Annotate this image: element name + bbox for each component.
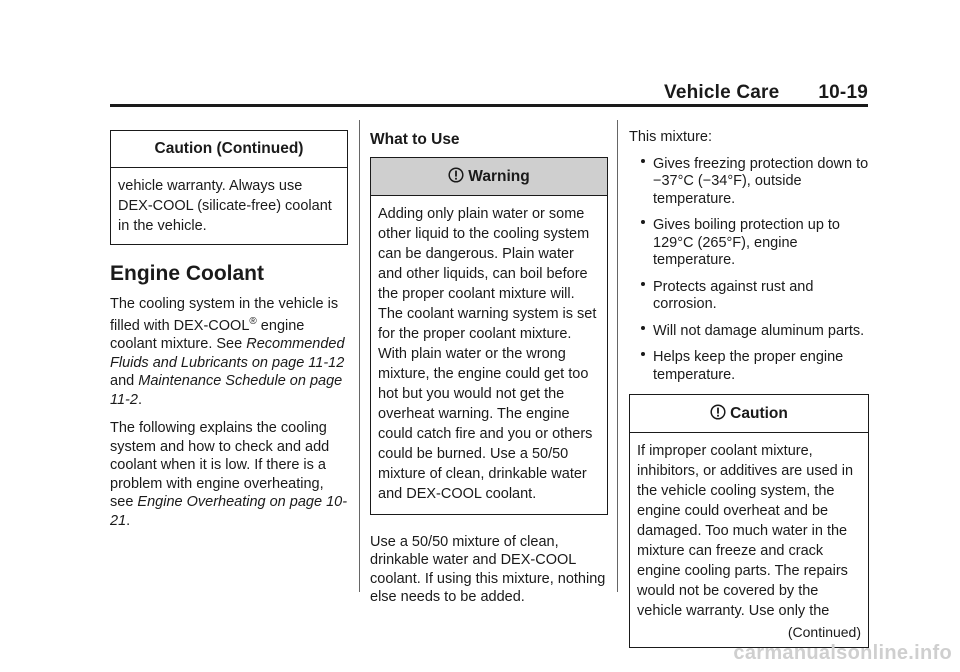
para2-text-1: The following explains the cooling system and how to check and add coolant when it is low. If there is a problem with engine overheating, see (110, 420, 330, 511)
registered-mark: ® (249, 316, 257, 327)
list-item-text: Gives freezing protection down to −37°C (−34°F), outside temperature. (653, 155, 869, 207)
caution-continued-body: vehicle warranty. Always use DEX-COOL (silicate-free) coolant in the vehicle. (118, 177, 332, 234)
link-maintenance-schedule[interactable]: Maintenance Schedule on page 11-2 (110, 373, 343, 408)
caution-continued-box (110, 130, 348, 245)
caution-box (629, 394, 869, 648)
column-2 (370, 130, 608, 607)
list-item-text: Will not damage aluminum parts. (653, 322, 865, 339)
caution-icon (710, 404, 726, 420)
list-item-text: Helps keep the proper engine temperature. (653, 349, 844, 383)
list-item (629, 156, 869, 209)
list-item (629, 323, 869, 341)
warning-body: Adding only plain water or some other liquid to the cooling system can be dangerous. Plain water and other liquids, can boil before the proper coolant mixture will. The coolant warning system is set for the proper coolant mixture. With plain water or the wrong mixture, the engine could get too hot but you would not get the overheat warning. The engine could catch fire and you or others could be burned. Use a 50/50 mixture of clean, drinkable water and DEX-COOL coolant. (378, 205, 597, 502)
what-to-use-paragraph: Use a 50/50 mixture of clean, drinkable water and DEX-COOL coolant. If using this mixture, nothing else needs to be added. (370, 533, 606, 605)
watermark: carmanualsonline.info (733, 642, 952, 664)
bullet-icon (641, 220, 645, 224)
column-divider-1 (359, 120, 360, 592)
para2-text-2: . (126, 512, 131, 529)
warning-title: Warning (468, 168, 530, 185)
para1-text-4: . (137, 391, 142, 408)
header-section-title: Vehicle Care (664, 82, 780, 103)
column-divider-2 (617, 120, 618, 592)
bullet-icon (641, 159, 645, 163)
list-item (629, 217, 869, 270)
link-recommended-fluids[interactable]: Recommended Fluids and Lubricants on page 11-12 (110, 336, 345, 371)
caution-body: If improper coolant mixture, inhibitors, or additives are used in the vehicle cooling system, the engine could overheat and be damaged. Too much water in the mixture can freeze and crack engine cooling parts. The repairs would not be covered by the vehicle warranty. Use only the (637, 442, 854, 619)
para1-text-1: The cooling system in the vehicle is filled with DEX-COOL (110, 295, 339, 334)
caution-continued-label: (Continued) (787, 623, 861, 640)
bullet-icon (641, 326, 645, 330)
warning-box (370, 157, 608, 515)
page-header (640, 82, 868, 104)
header-rule (110, 104, 868, 107)
para1-text-2: engine coolant mixture. See (110, 317, 305, 353)
mixture-intro: This mixture: (629, 129, 712, 145)
engine-coolant-paragraph-1 (110, 295, 348, 410)
list-item (629, 279, 869, 314)
list-item (629, 349, 869, 384)
link-engine-overheating[interactable]: Engine Overheating on page 10-21 (110, 494, 348, 529)
list-item-text: Protects against rust and corrosion. (653, 278, 814, 312)
header-page-number: 10-19 (818, 82, 868, 103)
bullet-icon (641, 282, 645, 286)
warning-header (371, 158, 607, 196)
para1-text-3: and (110, 373, 139, 390)
bullet-icon (641, 352, 645, 356)
engine-coolant-paragraph-2 (110, 419, 348, 530)
mixture-benefits-list (629, 156, 869, 385)
caution-continued-title: Caution (Continued) (111, 131, 347, 168)
column-3 (629, 128, 869, 648)
list-item-text: Gives boiling protection up to 129°C (265°F), engine temperature. (653, 217, 840, 268)
column-1 (110, 130, 348, 530)
caution-header (630, 395, 868, 433)
warning-icon (448, 167, 464, 183)
section-heading-engine-coolant: Engine Coolant (110, 261, 264, 285)
caution-title: Caution (730, 405, 788, 422)
section-heading-what-to-use: What to Use (370, 131, 460, 148)
